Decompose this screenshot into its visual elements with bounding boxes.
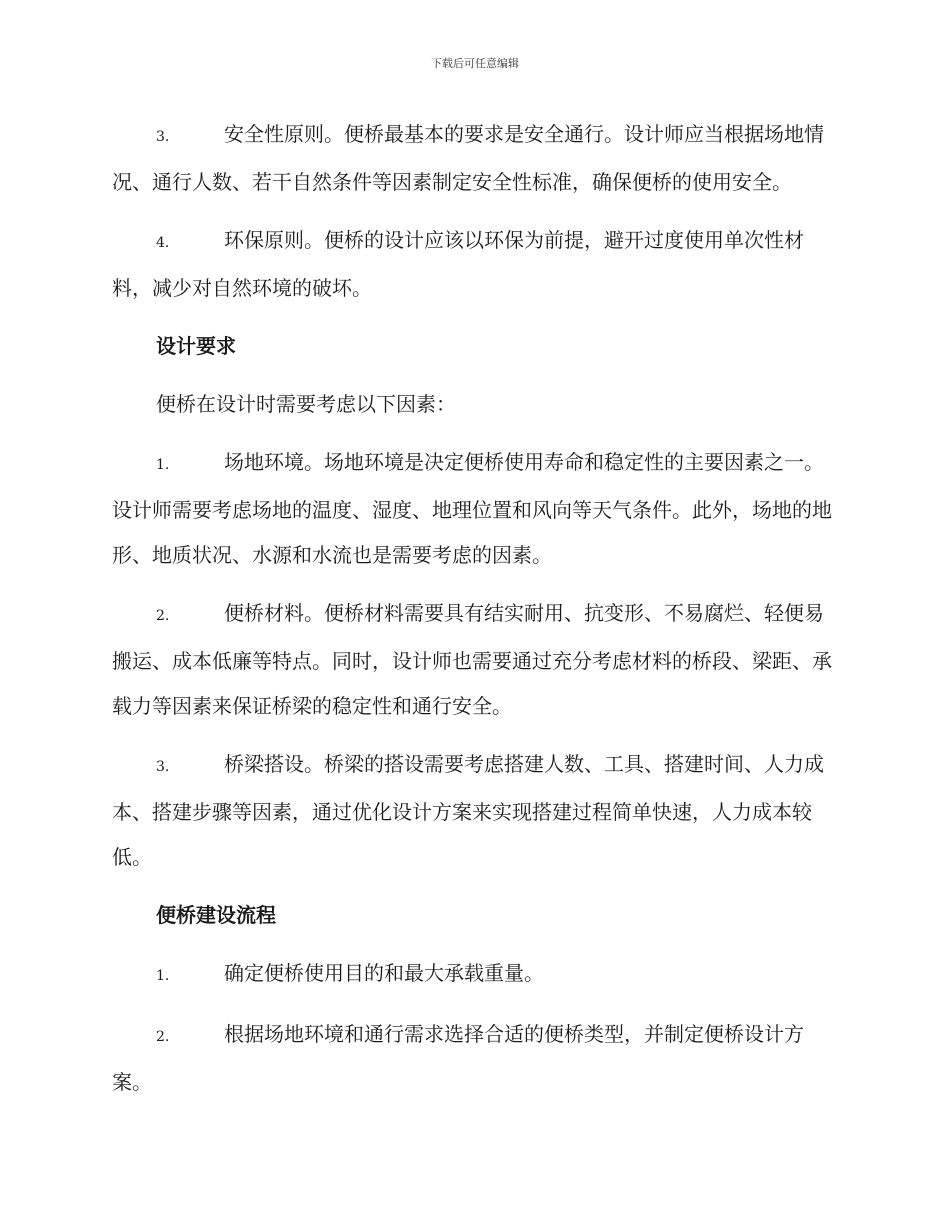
- list-item-text: 便桥材料。便桥材料需要具有结实耐用、抗变形、不易腐烂、轻便易搬运、成本低廉等特点。同时，设计师也需要通过充分考虑材料的桥段、梁距、承载力等因素来保证桥梁的稳定性和通行安全。: [112, 601, 832, 718]
- list-item-text: 桥梁搭设。桥梁的搭设需要考虑搭建人数、工具、搭建时间、人力成本、搭建步骤等因素，通过优化设计方案来实现搭建过程简单快速，人力成本较低。: [112, 752, 824, 869]
- principle-item-3: [112, 112, 834, 205]
- section-heading-design-requirements: 设计要求: [156, 334, 236, 358]
- list-number: 1.: [156, 457, 170, 473]
- list-number: 1.: [156, 968, 170, 984]
- list-item-text: 安全性原则。便桥最基本的要求是安全通行。设计师应当根据场地情况、通行人数、若干自然条件等因素制定安全性标准，确保便桥的使用安全。: [112, 122, 824, 194]
- intro-paragraph: 便桥在设计时需要考虑以下因素：: [156, 392, 456, 416]
- list-item-text: 场地环境。场地环境是决定便桥使用寿命和稳定性的主要因素之一。设计师需要考虑场地的温度、湿度、地理位置和风向等天气条件。此外，场地的地形、地质状况、水源和水流也是需要考虑的因素。: [112, 450, 832, 567]
- list-item-text: 确定便桥使用目的和最大承载重量。: [224, 961, 544, 985]
- list-item-text: 根据场地环境和通行需求选择合适的便桥类型，并制定便桥设计方案。: [112, 1022, 804, 1094]
- process-item-2: [112, 1012, 834, 1105]
- requirement-item-2: [112, 591, 834, 729]
- principle-item-4: [112, 218, 834, 311]
- list-number: 4.: [156, 235, 170, 251]
- list-number: 3.: [156, 129, 170, 145]
- requirement-item-1: [112, 440, 834, 578]
- document-body: [112, 112, 834, 1118]
- list-number: 2.: [156, 608, 170, 624]
- process-item-1: [112, 951, 834, 999]
- list-number: 3.: [156, 759, 170, 775]
- requirement-item-3: [112, 742, 834, 880]
- list-item-text: 环保原则。便桥的设计应该以环保为前提，避开过度使用单次性材料，减少对自然环境的破坏。: [112, 228, 804, 300]
- page-header: 下载后可任意编辑: [431, 57, 519, 70]
- section-heading-construction-process: 便桥建设流程: [156, 903, 276, 927]
- list-number: 2.: [156, 1029, 170, 1045]
